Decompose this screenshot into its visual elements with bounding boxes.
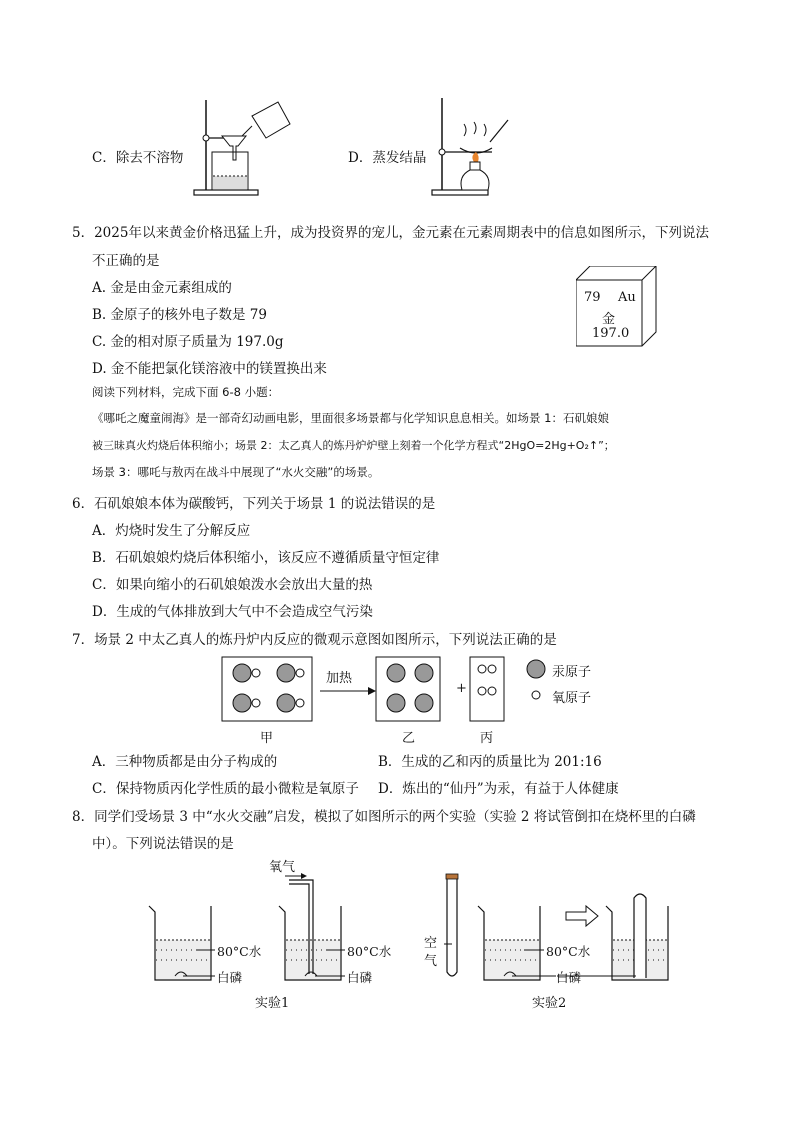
q5-option-b: B. 金原子的核外电子数是 79: [92, 307, 267, 323]
q7-option-a: A．三种物质都是由分子构成的: [92, 754, 278, 770]
q7-option-d: D．炼出的“仙丹”为汞，有益于人体健康: [378, 781, 619, 797]
exp1-phosphorus-label-1: 白磷: [217, 970, 243, 985]
experiment-2-diagram: [420, 856, 680, 1016]
experiment-1-diagram: [145, 856, 405, 1016]
legend-mercury: 汞原子: [552, 665, 592, 680]
material-intro: 阅读下列材料，完成下面 6-8 小题：: [92, 385, 280, 399]
q5-stem-line2: 不正确的是: [92, 253, 160, 269]
filtration-apparatus: [186, 96, 296, 198]
legend-oxygen: 氧原子: [552, 691, 592, 706]
q6-option-a: A．灼烧时发生了分解反应: [92, 523, 251, 539]
q5-option-a: A. 金是由金元素组成的: [92, 280, 232, 296]
q5-option-c: C. 金的相对原子质量为 197.0g: [92, 334, 284, 350]
q5-option-d: D. 金不能把氯化镁溶液中的镁置换出来: [92, 361, 327, 377]
exp2-phosphorus-label: 白磷: [556, 970, 582, 985]
exp1-water-label-2: 80°C水: [347, 944, 392, 959]
q7-option-c: C．保持物质丙化学性质的最小微粒是氧原子: [92, 781, 359, 797]
q6-option-b: B．石矶娘娘灼烧后体积缩小，该反应不遵循质量守恒定律: [92, 550, 440, 566]
material-line2: 被三昧真火灼烧后体积缩小；场景 2：太乙真人的炼丹炉炉壁上刻着一个化学方程式“2HgO=2Hg+O₂↑”；: [92, 439, 615, 452]
q7-option-b: B．生成的乙和丙的质量比为 201:16: [378, 754, 602, 770]
box-label-yi: 乙: [402, 731, 416, 746]
element-number: 79: [584, 290, 601, 305]
exp1-caption: 实验1: [255, 996, 290, 1011]
material-line1: 《哪吒之魔童闹海》是一部奇幻动画电影，里面很多场景都与化学知识息息相关。如场景 1：石矶娘娘: [92, 411, 609, 425]
box-label-bing: 丙: [480, 731, 494, 746]
evaporation-apparatus: [428, 96, 528, 198]
q6-option-c: C．如果向缩小的石矶娘娘泼水会放出大量的热: [92, 577, 373, 593]
q7-stem: 7．场景 2 中太乙真人的炼丹炉内反应的微观示意图如图所示，下列说法正确的是: [72, 632, 557, 648]
micro-reaction-diagram: [220, 655, 610, 745]
oxygen-label: 氧气: [269, 860, 296, 875]
element-symbol: Au: [618, 290, 636, 305]
plus-sign: +: [456, 681, 467, 696]
air-label-bottom: 气: [424, 954, 438, 969]
exp1-water-label-1: 80°C水: [217, 944, 262, 959]
exp2-water-label: 80°C水: [546, 944, 591, 959]
material-line3: 场景 3：哪吒与敖丙在战斗中展现了“水火交融”的场景。: [92, 465, 380, 479]
exp2-caption: 实验2: [532, 996, 567, 1011]
arrow-label: 加热: [326, 671, 353, 686]
option-d-label: D．蒸发结晶: [348, 150, 427, 166]
q8-stem-line2: 中）。下列说法错误的是: [92, 836, 234, 852]
q6-stem: 6．石矶娘娘本体为碳酸钙，下列关于场景 1 的说法错误的是: [72, 496, 436, 512]
q6-option-d: D．生成的气体排放到大气中不会造成空气污染: [92, 604, 373, 620]
box-label-jia: 甲: [260, 731, 274, 746]
option-c-label: C．除去不溶物: [92, 150, 184, 166]
exp1-phosphorus-label-2: 白磷: [347, 970, 373, 985]
element-mass: 197.0: [592, 326, 630, 341]
air-label-top: 空: [424, 936, 438, 951]
element-card: [576, 266, 658, 348]
q5-stem-line1: 5．2025年以来黄金价格迅猛上升，成为投资界的宠儿，金元素在元素周期表中的信息如图所示，下列说法: [72, 225, 709, 241]
element-name: 金: [602, 312, 616, 327]
q8-stem-line1: 8．同学们受场景 3 中“水火交融”启发，模拟了如图所示的两个实验（实验 2 将试管倒扣在烧杯里的白磷: [72, 809, 696, 825]
